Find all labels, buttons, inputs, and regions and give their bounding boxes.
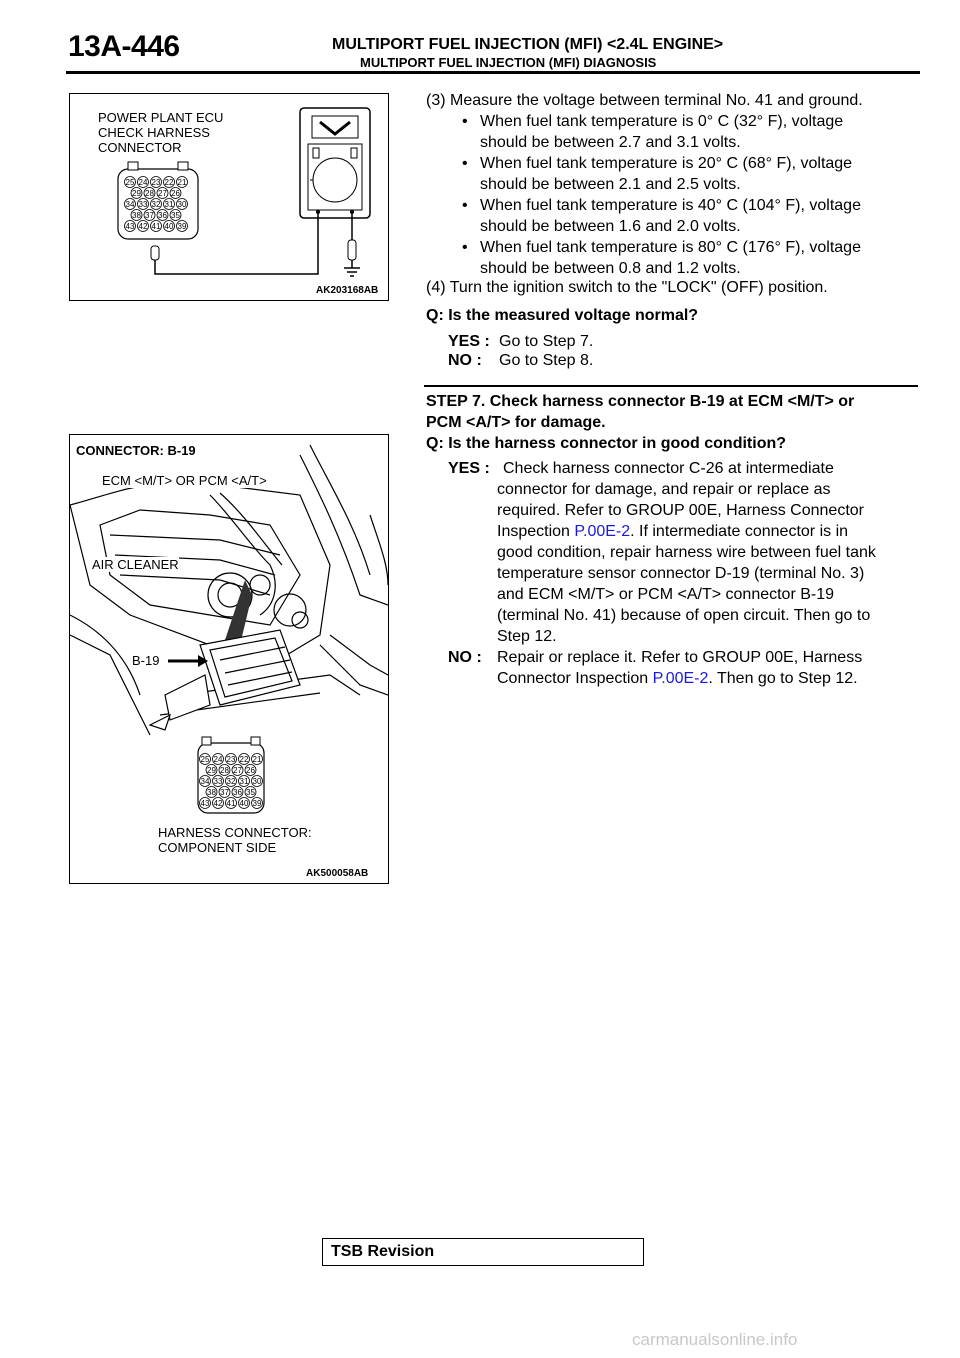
pin-number: 23: [226, 755, 236, 764]
step7-no-label: NO :: [448, 649, 482, 666]
figure1-label-line: CHECK HARNESS: [98, 125, 210, 140]
harness-label-line: HARNESS CONNECTOR:: [158, 825, 312, 840]
b19-connector-icon: [150, 630, 300, 730]
step-divider: [424, 385, 918, 387]
step7-yes-text: [497, 458, 919, 647]
yes-line: [497, 521, 919, 542]
b19-label: B-19: [132, 653, 160, 668]
pin-number: 27: [158, 189, 167, 198]
pin-number: 37: [220, 788, 229, 797]
step7-title-line: PCM <A/T> for damage.: [426, 414, 606, 431]
pin-number: 24: [138, 178, 148, 187]
pin-number: 41: [226, 799, 236, 808]
ground-icon: [344, 260, 360, 276]
step7-title-line: STEP 7. Check harness connector B-19 at ECM <M/T> or: [426, 393, 855, 410]
pin-number: 36: [233, 788, 242, 797]
connector-inspection-link[interactable]: P.00E-2: [652, 670, 709, 687]
ecm-pcm-label: ECM <M/T> OR PCM <A/T>: [102, 473, 267, 488]
pin-number: 33: [138, 200, 148, 209]
pin-number: 42: [138, 222, 148, 231]
pin-number: 31: [164, 200, 174, 209]
harness-connector-icon: [118, 162, 198, 239]
yes-line: Check harness connector C-26 at intermediate: [503, 460, 834, 477]
pin-number: 29: [207, 766, 216, 775]
pin-number: 33: [213, 777, 223, 786]
no-line: [497, 668, 919, 689]
pin-number: 24: [213, 755, 223, 764]
pin-number: 25: [200, 755, 210, 764]
yes-line: (terminal No. 41) because of open circuit. Then go to: [497, 607, 871, 624]
yes-line: required. Refer to GROUP 00E, Harness Connector: [497, 502, 864, 519]
yes-after-link-text: . If intermediate connector is in: [630, 523, 849, 540]
step6-no-label: NO :: [448, 352, 482, 369]
page-number: 13A-446: [68, 30, 180, 63]
measure-instruction: (3) Measure the voltage between terminal No. 41 and ground.: [426, 92, 863, 109]
group-00e-link[interactable]: P.00E-2: [574, 523, 631, 540]
pin-number: 23: [151, 178, 161, 187]
yes-line: connector for damage, and repair or replace as: [497, 481, 831, 498]
watermark: carmanualsonline.info: [632, 1330, 798, 1349]
pin-number: 43: [125, 222, 135, 231]
section-subtitle: MULTIPORT FUEL INJECTION (MFI) DIAGNOSIS: [360, 55, 657, 70]
pin-number: 31: [239, 777, 249, 786]
bullet-line: should be between 1.6 and 2.0 volts.: [480, 218, 741, 235]
bullet-icon: •: [462, 239, 468, 256]
bullet-line: When fuel tank temperature is 0° C (32° F), voltage: [480, 113, 844, 130]
ignition-instruction: (4) Turn the ignition switch to the "LOCK" (OFF) position.: [426, 279, 828, 296]
section-title: MULTIPORT FUEL INJECTION (MFI) <2.4L ENGINE>: [332, 36, 724, 53]
bullet-icon: •: [462, 155, 468, 172]
yes-line: good condition, repair harness wire between fuel tank: [497, 544, 876, 561]
yes-inspection-text: Inspection: [497, 523, 575, 540]
pin-number: 40: [239, 799, 249, 808]
figure-connector-b19: [69, 434, 389, 884]
figure2-id: AK500058AB: [306, 868, 369, 879]
bullet-icon: •: [462, 113, 468, 130]
pin-number: 26: [171, 189, 180, 198]
header-rule: [66, 71, 920, 74]
pin-number: 32: [226, 777, 236, 786]
no-line-pre: Connector Inspection: [497, 670, 653, 687]
bullet-line: When fuel tank temperature is 80° C (176° F), voltage: [480, 239, 861, 256]
pin-number: 43: [200, 799, 210, 808]
harness-connector-face-icon: [198, 737, 264, 813]
pointer-icon: [225, 580, 252, 645]
yes-line: Step 12.: [497, 628, 557, 645]
harness-connector-label: [158, 825, 312, 855]
pin-number: 22: [164, 178, 174, 187]
pin-number: 27: [233, 766, 242, 775]
pin-number: 35: [246, 788, 255, 797]
pin-number: 28: [145, 189, 154, 198]
voltmeter-diagram: [70, 94, 388, 300]
figure1-id: AK203168AB: [316, 285, 379, 296]
pin-number: 39: [177, 222, 187, 231]
bullet-line: should be between 2.7 and 3.1 volts.: [480, 134, 741, 151]
engine-bay-illustration: [70, 435, 388, 883]
bullet-line: When fuel tank temperature is 40° C (104° F), voltage: [480, 197, 861, 214]
no-line: Repair or replace it. Refer to GROUP 00E, Harness: [497, 649, 863, 666]
pin-number: 30: [252, 777, 262, 786]
bullet-line: should be between 0.8 and 1.2 volts.: [480, 260, 741, 277]
pin-number: 38: [132, 211, 141, 220]
pin-number: 22: [239, 755, 249, 764]
pin-number: 41: [151, 222, 161, 231]
pin-number: 39: [252, 799, 262, 808]
pin-number: 28: [220, 766, 229, 775]
pin-number: 37: [145, 211, 154, 220]
pin-number: 30: [177, 200, 187, 209]
air-cleaner-label: AIR CLEANER: [92, 557, 179, 572]
bullet-line: When fuel tank temperature is 20° C (68° F), voltage: [480, 155, 853, 172]
pin-number: 26: [246, 766, 255, 775]
pin-number: 34: [125, 200, 135, 209]
tsb-revision-box: TSB Revision: [322, 1238, 644, 1266]
step6-question: Q: Is the measured voltage normal?: [426, 307, 699, 324]
figure1-label-line: CONNECTOR: [98, 140, 182, 155]
pin-number: 25: [125, 178, 135, 187]
step7-yes-label: YES :: [448, 460, 490, 477]
bullet-item: [462, 237, 918, 279]
bullet-item: [462, 111, 918, 153]
pin-number: 35: [171, 211, 180, 220]
step6-yes-label: YES :: [448, 333, 490, 350]
step6-no-text: Go to Step 8.: [499, 352, 594, 369]
yes-line: and ECM <M/T> or PCM <A/T> connector B-19: [497, 586, 835, 603]
pin-number: 21: [252, 755, 262, 764]
pin-number: 21: [177, 178, 187, 187]
pin-number: 32: [151, 200, 161, 209]
voltmeter-icon: [300, 108, 370, 218]
voltage-bullets: [462, 111, 918, 279]
pin-number: 42: [213, 799, 223, 808]
step7-title: [426, 391, 854, 433]
step7-question: Q: Is the harness connector in good condition?: [426, 435, 787, 452]
bullet-item: [462, 153, 918, 195]
step6-yes-text: Go to Step 7.: [499, 333, 594, 350]
yes-line: temperature sensor connector D-19 (terminal No. 3): [497, 565, 865, 582]
pin-number: 40: [164, 222, 174, 231]
bullet-item: [462, 195, 918, 237]
figure-voltmeter-check: [69, 93, 389, 301]
step7-no-text: [497, 647, 919, 689]
figure2-title: CONNECTOR: B-19: [76, 443, 196, 458]
pin-number: 34: [200, 777, 210, 786]
bullet-icon: •: [462, 197, 468, 214]
pin-number: 38: [207, 788, 216, 797]
no-line-post: . Then go to Step 12.: [708, 670, 858, 687]
bullet-line: should be between 2.1 and 2.5 volts.: [480, 176, 741, 193]
figure1-label-line: POWER PLANT ECU: [98, 110, 224, 125]
pin-number: 36: [158, 211, 167, 220]
pin-number: 29: [132, 189, 141, 198]
harness-label-line: COMPONENT SIDE: [158, 840, 277, 855]
